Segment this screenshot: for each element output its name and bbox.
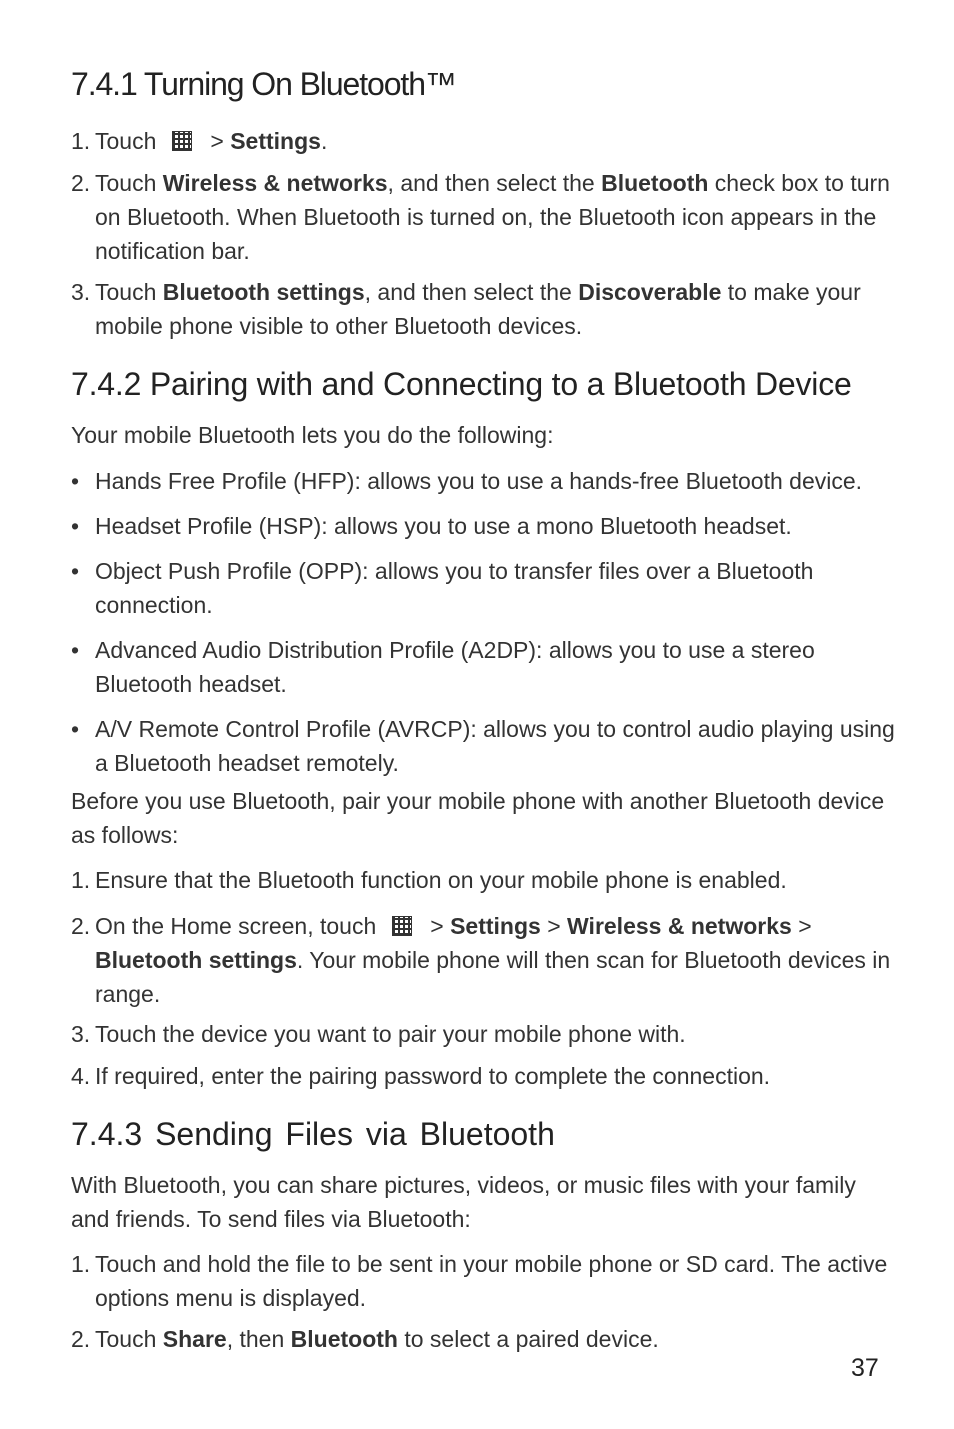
intro-paragraph: With Bluetooth, you can share pictures, videos, or music files with your family and friends. To send files via Bluetooth:	[71, 1172, 856, 1232]
bullet-marker: •	[71, 637, 80, 663]
step-number: 2.	[71, 913, 91, 939]
step-1-turning-on	[95, 124, 895, 158]
section-heading-7-4-2: 7.4.2 Pairing with and Connecting to a Bluetooth Device	[71, 366, 852, 402]
bullet-marker: •	[71, 513, 80, 539]
step-text: Touch	[95, 279, 163, 305]
step-2-pairing	[95, 909, 895, 1011]
step-number: 3.	[71, 1021, 91, 1047]
step-number: 3.	[71, 279, 91, 305]
bluetooth-label: Bluetooth	[290, 1326, 398, 1352]
step-number: 2.	[71, 1326, 91, 1352]
step-text: , and then select the	[364, 279, 579, 305]
step-text: to select a paired device.	[397, 1326, 659, 1352]
profile-list-item: Hands Free Profile (HFP): allows you to use a hands-free Bluetooth device.	[95, 468, 863, 494]
settings-label: Settings	[230, 128, 321, 154]
bluetooth-settings-label: Bluetooth settings	[162, 279, 365, 305]
step-text: Touch	[95, 1326, 163, 1352]
grid-menu-icon	[392, 916, 412, 936]
step-2-turning-on	[95, 166, 895, 268]
intro-paragraph: Your mobile Bluetooth lets you do the following:	[71, 422, 554, 448]
profile-list-item: Object Push Profile (OPP): allows you to transfer files over a Bluetooth connection.	[95, 558, 814, 618]
step-text: On the Home screen, touch	[95, 913, 377, 939]
step-3-pairing: Touch the device you want to pair your mobile phone with.	[95, 1021, 686, 1047]
step-number: 1.	[71, 1251, 91, 1277]
step-3-turning-on	[95, 275, 895, 343]
share-label: Share	[162, 1326, 227, 1352]
wireless-networks-label: Wireless & networks	[567, 913, 792, 939]
profile-list-item: Headset Profile (HSP): allows you to use a mono Bluetooth headset.	[95, 513, 792, 539]
step-1-pairing: Ensure that the Bluetooth function on your mobile phone is enabled.	[95, 867, 787, 893]
step-1-sending: Touch and hold the file to be sent in your mobile phone or SD card. The active options menu is displayed.	[95, 1251, 888, 1311]
step-number: 4.	[71, 1063, 91, 1089]
step-text: , and then select the	[387, 170, 602, 196]
step-text: >	[430, 913, 451, 939]
profile-list-item: Advanced Audio Distribution Profile (A2DP): allows you to use a stereo Bluetooth headset.	[95, 637, 815, 697]
discoverable-label: Discoverable	[578, 279, 722, 305]
step-text: to make your mobile phone visible to other Bluetooth devices.	[95, 279, 861, 339]
settings-label: Settings	[450, 913, 541, 939]
grid-menu-icon	[172, 131, 192, 151]
section-heading-7-4-1: 7.4.1 Turning On Bluetooth™	[71, 66, 456, 102]
step-text: , then	[226, 1326, 291, 1352]
bluetooth-label: Bluetooth	[601, 170, 709, 196]
step-text: .	[320, 128, 328, 154]
step-text: . Your mobile phone will then scan for Bluetooth devices in range.	[95, 947, 891, 1007]
step-number: 2.	[71, 170, 91, 196]
step-text: >	[791, 913, 812, 939]
page-number: 37	[851, 1354, 879, 1382]
step-text: Touch	[95, 170, 163, 196]
step-text: Touch	[95, 128, 157, 154]
step-number: 1.	[71, 128, 91, 154]
before-paragraph: Before you use Bluetooth, pair your mobile phone with another Bluetooth device as follows:	[71, 788, 885, 848]
bullet-marker: •	[71, 716, 80, 742]
step-4-pairing: If required, enter the pairing password to complete the connection.	[95, 1063, 771, 1089]
step-2-sending	[95, 1322, 895, 1356]
section-heading-7-4-3: 7.4.3 Sending Files via Bluetooth	[71, 1116, 555, 1152]
bullet-marker: •	[71, 558, 80, 584]
bluetooth-settings-label: Bluetooth settings	[95, 947, 297, 973]
profile-list-item: A/V Remote Control Profile (AVRCP): allows you to control audio playing using a Bluetooth headset remotely.	[95, 716, 895, 776]
step-number: 1.	[71, 867, 91, 893]
bullet-marker: •	[71, 468, 80, 494]
step-text: >	[540, 913, 568, 939]
step-text: check box to turn on Bluetooth. When Bluetooth is turned on, the Bluetooth icon appears in the notification bar.	[95, 170, 890, 264]
wireless-networks-label: Wireless & networks	[162, 170, 388, 196]
step-text: >	[210, 128, 231, 154]
